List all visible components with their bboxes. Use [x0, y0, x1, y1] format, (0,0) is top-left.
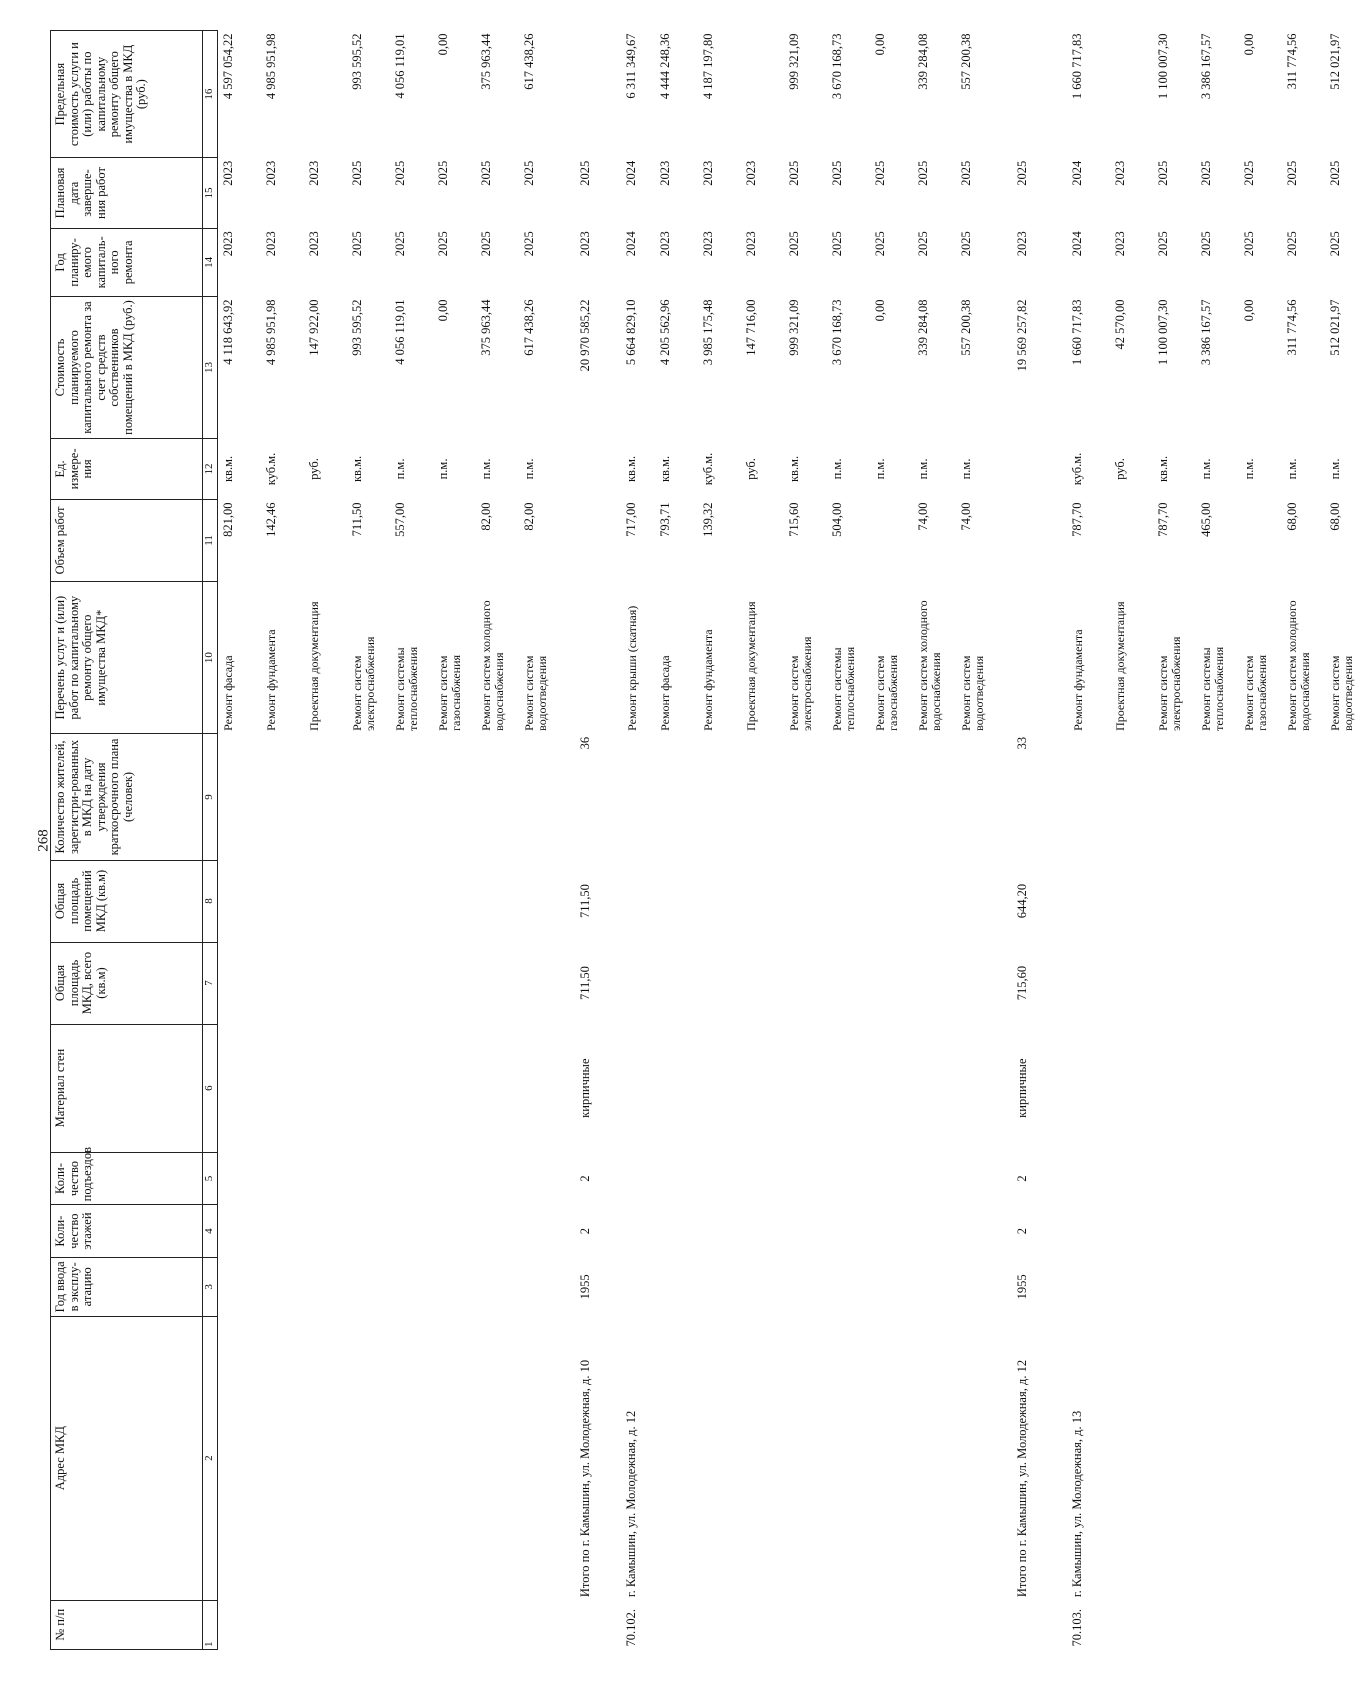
work-volume — [433, 499, 476, 581]
work-cost: 147 716,00 — [744, 299, 758, 356]
work-year: 2025 — [393, 231, 407, 257]
work-end-date: 2025 — [479, 160, 493, 186]
work-cost: 339 284,08 — [916, 299, 930, 356]
work-year: 2023 — [1113, 231, 1127, 257]
work-unit: кв.м. — [350, 455, 364, 483]
work-limit-cost: 0,00 — [436, 33, 450, 56]
work-unit: руб. — [744, 458, 758, 480]
work-end-date: 2025 — [393, 160, 407, 186]
work-end-date: 2025 — [1242, 160, 1256, 186]
table-row — [870, 31, 913, 1650]
header-cell: Стоимость планируемого капитального ремонта за счет средств собственников помещений в МКД (руб.) — [51, 297, 203, 439]
table-row — [827, 31, 870, 1650]
header-cell: Плановая дата заверше-ния работ — [51, 158, 203, 228]
address-number: 70.103. — [1070, 1609, 1085, 1647]
work-cost: 3 670 168,73 — [830, 299, 844, 366]
work-unit: кв.м. — [221, 455, 235, 483]
work-limit-cost: 6 311 349,67 — [624, 33, 639, 99]
work-volume: 711,50 — [350, 502, 364, 537]
work-end-date: 2025 — [916, 160, 930, 186]
table-row — [1239, 31, 1282, 1650]
work-name: Ремонт систем газоснабжения — [1242, 654, 1269, 731]
work-unit: п.м. — [1285, 458, 1299, 480]
work-name: Ремонт системы теплоснабжения — [830, 646, 857, 731]
table-row — [519, 31, 562, 1650]
work-year: 2025 — [1328, 231, 1342, 257]
total-label: Итого по г. Камышин, ул. Молодежная, д. 12 — [1014, 1359, 1029, 1598]
table-row — [698, 31, 741, 1650]
total-row — [999, 31, 1046, 1650]
column-number: 10 — [203, 581, 218, 733]
table-row — [218, 31, 262, 1650]
total-cost: 20 970 585,22 — [577, 299, 592, 372]
work-year: 2025 — [959, 231, 973, 257]
total-year-built: 1955 — [1014, 1274, 1029, 1300]
work-volume: 793,71 — [658, 502, 672, 537]
work-end-date: 2025 — [959, 160, 973, 186]
work-limit-cost: 0,00 — [873, 33, 887, 56]
header-cell: Количество жителей, зарегистри-рованных в МКД на дату утверждения краткосрочного плана (человек) — [51, 734, 203, 860]
work-name: Ремонт системы теплоснабжения — [1199, 646, 1226, 731]
work-name: Ремонт систем электроснабжения — [1156, 636, 1183, 731]
work-volume: 787,70 — [1070, 502, 1085, 537]
work-year: 2023 — [221, 231, 235, 257]
work-limit-cost: 1 100 007,30 — [1156, 33, 1170, 100]
work-unit: куб.м. — [264, 452, 278, 486]
total-area: 711,50 — [577, 966, 592, 1000]
work-unit: п.м. — [959, 458, 973, 480]
table-row — [784, 31, 827, 1650]
work-cost: 0,00 — [873, 299, 887, 322]
work-end-date: 2025 — [1156, 160, 1170, 186]
work-name: Ремонт фундамента — [1070, 629, 1085, 731]
work-end-date: 2025 — [350, 160, 364, 186]
work-unit: кв.м. — [658, 455, 672, 483]
header-cell: № п/п — [51, 1600, 203, 1649]
work-unit: п.м. — [1199, 458, 1213, 480]
work-name: Ремонт систем электроснабжения — [787, 636, 814, 731]
work-volume — [1110, 499, 1153, 581]
total-floors: 2 — [577, 1227, 592, 1235]
work-limit-cost: 3 386 167,57 — [1199, 33, 1213, 100]
work-volume — [1239, 499, 1282, 581]
work-volume: 139,32 — [701, 502, 715, 537]
table-row — [956, 31, 999, 1650]
work-end-date: 2025 — [436, 160, 450, 186]
table-row — [741, 31, 784, 1650]
work-unit: п.м. — [522, 458, 536, 480]
column-number: 6 — [203, 1024, 218, 1152]
work-end-date: 2023 — [221, 160, 235, 186]
column-number: 7 — [203, 942, 218, 1024]
total-entrances: 2 — [1014, 1175, 1029, 1182]
column-number: 15 — [203, 158, 218, 228]
work-cost: 4 205 562,96 — [658, 299, 672, 366]
work-volume: 715,60 — [787, 502, 801, 537]
work-unit: п.м. — [1242, 458, 1256, 480]
work-unit: п.м. — [1328, 458, 1342, 480]
header-cell: Коли-чество этажей — [51, 1205, 203, 1258]
work-end-date: 2025 — [830, 160, 844, 186]
table-row — [1110, 31, 1153, 1650]
work-limit-cost: 1 660 717,83 — [1070, 33, 1085, 100]
work-volume: 82,00 — [479, 502, 493, 531]
work-year: 2025 — [830, 231, 844, 257]
total-wall-material: кирпичные — [577, 1058, 592, 1118]
total-plan-year: 2023 — [577, 231, 592, 257]
capital-repair-plan-table — [50, 30, 1368, 1650]
work-cost: 999 321,09 — [787, 299, 801, 356]
work-year: 2025 — [436, 231, 450, 257]
work-limit-cost: 993 595,52 — [350, 33, 364, 90]
work-volume: 465,00 — [1199, 502, 1213, 537]
work-limit-cost — [304, 31, 347, 158]
work-cost: 5 664 829,10 — [624, 299, 639, 366]
work-volume: 68,00 — [1328, 502, 1342, 531]
work-limit-cost: 512 021,97 — [1328, 33, 1342, 90]
work-end-date: 2024 — [624, 160, 639, 186]
work-limit-cost: 4 444 248,36 — [658, 33, 672, 100]
work-end-date: 2023 — [701, 160, 715, 186]
header-cell: Общая площадь МКД, всего (кв.м) — [51, 942, 203, 1024]
work-volume: 74,00 — [916, 502, 930, 531]
work-unit: руб. — [307, 458, 321, 480]
work-cost: 993 595,52 — [350, 299, 364, 356]
work-year: 2025 — [1242, 231, 1256, 257]
work-limit-cost: 4 056 119,01 — [393, 33, 407, 99]
work-year: 2025 — [916, 231, 930, 257]
work-unit: п.м. — [830, 458, 844, 480]
work-end-date: 2023 — [1113, 160, 1127, 186]
column-number: 4 — [203, 1205, 218, 1258]
work-limit-cost: 375 963,44 — [479, 33, 493, 90]
work-year: 2025 — [1199, 231, 1213, 257]
total-rooms-area: 644,20 — [1014, 883, 1029, 919]
work-year: 2025 — [873, 231, 887, 257]
work-year: 2023 — [701, 231, 715, 257]
work-cost: 4 985 951,98 — [264, 299, 278, 366]
work-cost: 557 200,38 — [959, 299, 973, 356]
work-limit-cost: 557 200,38 — [959, 33, 973, 90]
table-row — [655, 31, 698, 1650]
column-number: 9 — [203, 734, 218, 860]
work-year: 2025 — [479, 231, 493, 257]
header-cell: Год планиру-емого капиталь-ного ремонта — [51, 228, 203, 296]
work-year: 2024 — [1070, 231, 1085, 257]
table-row — [304, 31, 347, 1650]
total-area: 715,60 — [1014, 965, 1029, 1001]
work-name: Ремонт систем холодного водоснабжения — [916, 600, 943, 731]
work-year: 2025 — [1285, 231, 1299, 257]
work-limit-cost — [741, 31, 784, 158]
header-cell: Ед. измере-ния — [51, 438, 203, 499]
work-unit: п.м. — [873, 458, 887, 480]
column-number: 2 — [203, 1316, 218, 1600]
work-cost: 311 774,56 — [1285, 299, 1299, 356]
work-end-date: 2023 — [744, 160, 758, 186]
column-number: 3 — [203, 1257, 218, 1316]
work-limit-cost: 4 187 197,80 — [701, 33, 715, 100]
total-end-date: 2025 — [1014, 160, 1029, 186]
work-name: Ремонт систем электроснабжения — [350, 636, 377, 731]
work-name: Ремонт систем водоотведения — [959, 655, 986, 731]
work-name: Ремонт систем газоснабжения — [873, 654, 900, 731]
work-limit-cost: 311 774,56 — [1285, 33, 1299, 90]
column-number: 5 — [203, 1152, 218, 1205]
work-year: 2025 — [787, 231, 801, 257]
table-row — [1153, 31, 1196, 1650]
work-volume: 821,00 — [221, 502, 235, 537]
total-residents: 36 — [577, 736, 592, 750]
header-cell: Перечень услуг и (или) работ по капитальному ремонту общего имущества МКД* — [51, 581, 203, 733]
work-limit-cost: 3 670 168,73 — [830, 33, 844, 100]
address-row — [1046, 31, 1110, 1650]
table-row — [476, 31, 519, 1650]
work-volume: 717,00 — [624, 502, 639, 537]
work-unit: п.м. — [436, 458, 450, 480]
header-row — [51, 31, 203, 1650]
header-cell: Объем работ — [51, 499, 203, 581]
table-row — [390, 31, 433, 1650]
total-residents: 33 — [1014, 736, 1029, 750]
work-volume: 504,00 — [830, 502, 844, 537]
work-volume: 74,00 — [959, 502, 973, 531]
work-name: Проектная документация — [744, 601, 758, 731]
work-volume — [741, 499, 784, 581]
work-year: 2023 — [744, 231, 758, 257]
work-unit: п.м. — [479, 458, 493, 480]
work-name: Проектная документация — [1113, 601, 1127, 731]
work-end-date: 2024 — [1070, 160, 1085, 186]
address-number: 70.102. — [624, 1609, 639, 1647]
work-volume — [304, 499, 347, 581]
work-name: Ремонт фасада — [221, 655, 235, 731]
total-floors: 2 — [1014, 1227, 1029, 1235]
rotated-page — [50, 30, 1355, 1650]
work-name: Ремонт системы теплоснабжения — [393, 646, 420, 731]
work-end-date: 2025 — [1285, 160, 1299, 186]
work-volume: 82,00 — [522, 502, 536, 531]
work-limit-cost: 4 597 054,22 — [221, 33, 235, 100]
work-limit-cost: 999 321,09 — [787, 33, 801, 90]
table-row — [1196, 31, 1239, 1650]
work-name: Ремонт фундамента — [701, 629, 715, 731]
column-number: 11 — [203, 499, 218, 581]
work-name: Ремонт фасада — [658, 655, 672, 731]
header-cell: Коли-чество подъездов — [51, 1152, 203, 1205]
work-cost: 1 660 717,83 — [1070, 299, 1085, 366]
column-number-row — [203, 31, 218, 1650]
work-end-date: 2025 — [1199, 160, 1213, 186]
total-entrances: 2 — [577, 1175, 592, 1182]
work-cost: 42 570,00 — [1113, 299, 1127, 350]
work-name: Ремонт систем водоотведения — [522, 655, 549, 731]
table-row — [261, 31, 304, 1650]
work-limit-cost: 4 985 951,98 — [264, 33, 278, 100]
work-name: Ремонт систем газоснабжения — [436, 654, 463, 731]
work-year: 2023 — [264, 231, 278, 257]
work-name: Ремонт систем холодного водоснабжения — [1285, 600, 1312, 731]
table-row — [347, 31, 390, 1650]
work-limit-cost — [1110, 31, 1153, 158]
total-row — [562, 31, 609, 1650]
work-year: 2023 — [307, 231, 321, 257]
header-cell: Предельная стоимость услуги и (или) работы по капитальному ремонту общего имущества в МКД (руб.) — [51, 31, 203, 158]
work-cost: 0,00 — [1242, 299, 1256, 322]
work-cost: 617 438,26 — [522, 299, 536, 356]
header-cell: Год ввода в эксплу-атацию — [51, 1257, 203, 1316]
work-year: 2023 — [658, 231, 672, 257]
column-number: 13 — [203, 297, 218, 439]
work-year: 2025 — [522, 231, 536, 257]
work-unit: п.м. — [916, 458, 930, 480]
work-end-date: 2025 — [1328, 160, 1342, 186]
work-limit-cost: 339 284,08 — [916, 33, 930, 90]
work-cost: 512 021,97 — [1328, 299, 1342, 356]
work-end-date: 2023 — [307, 160, 321, 186]
total-wall-material: кирпичные — [1014, 1058, 1029, 1118]
work-unit: кв.м. — [1156, 455, 1170, 483]
work-name: Ремонт систем холодного водоснабжения — [479, 600, 506, 731]
work-name: Ремонт систем водоотведения — [1328, 655, 1355, 731]
work-volume: 787,70 — [1156, 502, 1170, 537]
work-unit: кв.м. — [787, 455, 801, 483]
work-cost: 4 118 643,92 — [221, 299, 235, 365]
table-row — [913, 31, 956, 1650]
work-name: Ремонт крыши (скатная) — [624, 605, 639, 731]
total-end-date: 2025 — [577, 160, 592, 186]
total-cost: 19 569 257,82 — [1014, 299, 1029, 372]
total-plan-year: 2023 — [1014, 231, 1029, 257]
address-name: г. Камышин, ул. Молодежная, д. 12 — [624, 1410, 639, 1598]
column-number: 14 — [203, 228, 218, 296]
header-cell: Материал стен — [51, 1024, 203, 1152]
work-volume — [870, 499, 913, 581]
total-rooms-area: 711,50 — [577, 884, 592, 918]
header-cell: Адрес МКД — [51, 1316, 203, 1600]
work-cost: 4 056 119,01 — [393, 299, 407, 365]
work-limit-cost: 0,00 — [1242, 33, 1256, 56]
table-row — [1282, 31, 1325, 1650]
work-cost: 147 922,00 — [307, 299, 321, 356]
address-row — [609, 31, 655, 1650]
work-unit: п.м. — [393, 458, 407, 480]
work-year: 2025 — [1156, 231, 1170, 257]
work-volume: 68,00 — [1285, 502, 1299, 531]
work-cost: 0,00 — [436, 299, 450, 322]
work-volume: 557,00 — [393, 502, 407, 537]
work-end-date: 2025 — [522, 160, 536, 186]
work-limit-cost: 617 438,26 — [522, 33, 536, 90]
work-end-date: 2023 — [264, 160, 278, 186]
column-number: 16 — [203, 31, 218, 158]
table-row — [433, 31, 476, 1650]
work-cost: 3 985 175,48 — [701, 299, 715, 366]
address-name: г. Камышин, ул. Молодежная, д. 13 — [1070, 1410, 1085, 1598]
header-cell: Общая площадь помещений МКД (кв.м) — [51, 860, 203, 942]
column-number: 8 — [203, 860, 218, 942]
work-end-date: 2023 — [658, 160, 672, 186]
work-year: 2025 — [350, 231, 364, 257]
work-name: Проектная документация — [307, 601, 321, 731]
table-row — [1325, 31, 1368, 1650]
column-number: 12 — [203, 438, 218, 499]
work-year: 2024 — [624, 231, 639, 257]
total-label: Итого по г. Камышин, ул. Молодежная, д. 10 — [577, 1359, 592, 1598]
work-volume: 142,46 — [264, 502, 278, 537]
page-number: 268 — [35, 829, 52, 852]
column-number: 1 — [203, 1600, 218, 1649]
work-end-date: 2025 — [873, 160, 887, 186]
work-cost: 375 963,44 — [479, 299, 493, 356]
work-cost: 1 100 007,30 — [1156, 299, 1170, 366]
work-unit: руб. — [1113, 458, 1127, 480]
work-name: Ремонт фундамента — [264, 629, 278, 731]
work-cost: 3 386 167,57 — [1199, 299, 1213, 366]
work-unit: куб.м. — [701, 452, 715, 486]
work-unit: куб.м. — [1070, 452, 1085, 486]
work-unit: кв.м. — [624, 455, 639, 483]
work-end-date: 2025 — [787, 160, 801, 186]
total-year-built: 1955 — [577, 1274, 592, 1300]
